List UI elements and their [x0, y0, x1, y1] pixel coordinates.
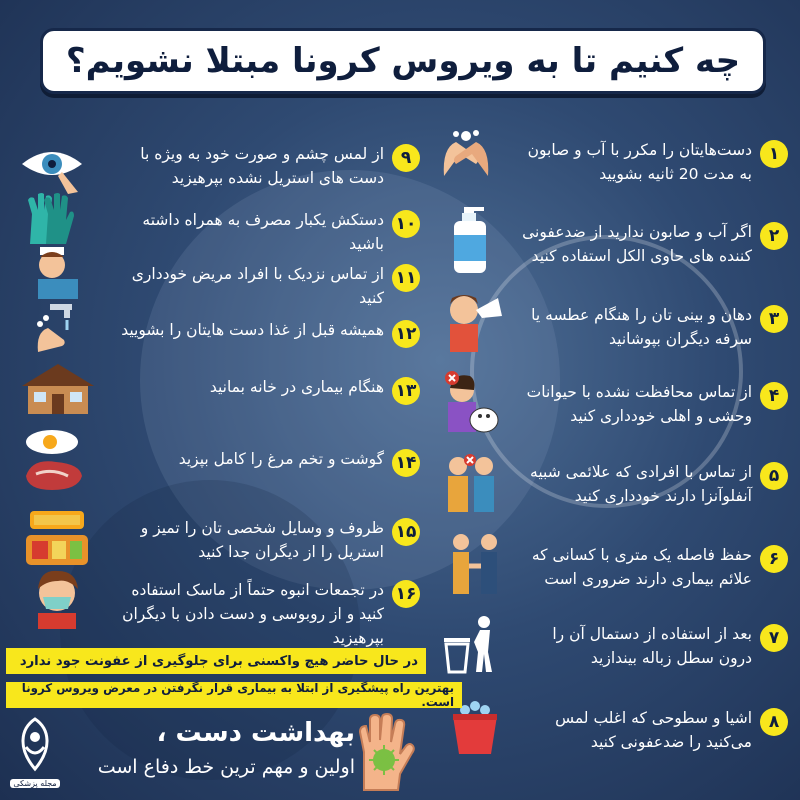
eye-touch-icon	[20, 140, 86, 196]
sanitizer-bottle-icon	[450, 205, 516, 261]
item-number: ۱۰	[392, 210, 420, 238]
item-text: حفظ فاصله یک متری با کسانی که علائم بیماری دارند ضروری است	[531, 546, 752, 588]
item-text: در تجمعات انبوه حتماً از ماسک استفاده کنید و از روبوسی و دست دادن با دیگران بپرهیزید	[122, 581, 384, 647]
right-column-item	[516, 138, 788, 186]
item-text: از تماس نزدیک با افراد مریض خودداری کنید	[131, 265, 384, 307]
left-column-item	[110, 142, 420, 190]
left-column-item	[110, 208, 420, 256]
gloves-icon	[24, 190, 90, 246]
item-text: دست‌هایتان را مکرر با آب و صابون به مدت 20 ثانیه بشویید	[527, 141, 752, 183]
left-column-item	[110, 578, 420, 650]
item-number: ۳	[760, 305, 788, 333]
cleaning-bucket-icon	[445, 700, 511, 756]
masked-child-icon	[28, 567, 94, 623]
item-number: ۸	[760, 708, 788, 736]
item-number: ۱۲	[392, 320, 420, 348]
egg-meat-icon	[22, 428, 88, 484]
lunchbox-icon	[24, 505, 90, 561]
item-number: ۱۵	[392, 518, 420, 546]
house-icon	[20, 360, 86, 416]
person-with-pet-icon	[440, 370, 506, 426]
left-column-item	[110, 447, 420, 477]
best-prevention-text: بهترین راه پیشگیری از ابتلا به بیماری قرار نگرفتن در معرض ویروس کرونا است.	[21, 681, 454, 709]
trash-bin-icon	[440, 612, 506, 668]
footer-heading: بهداشت دست ،	[156, 718, 355, 748]
item-number: ۲	[760, 222, 788, 250]
best-prevention-banner	[6, 682, 462, 708]
sick-people-icon	[440, 452, 506, 508]
item-text: از تماس محافظت نشده با حیوانات وحشی و اهلی خودداری کنید	[526, 383, 752, 425]
hand-virus-icon	[350, 712, 418, 792]
item-number: ۹	[392, 144, 420, 172]
washing-hands-tap-icon	[30, 302, 96, 358]
right-column-item	[516, 220, 788, 268]
no-vaccine-text: در حال حاضر هیچ واکسنی برای جلوگیری از عفونت جود ندارد	[19, 653, 418, 669]
item-text: دستکش یکبار مصرف به همراه داشته باشید	[142, 211, 384, 253]
handshake-distance-icon	[445, 530, 511, 586]
item-number: ۱۶	[392, 580, 420, 608]
no-vaccine-banner	[6, 648, 426, 674]
item-text: از لمس چشم و صورت خود به ویژه با دست های استریل نشده بپرهیزید	[140, 145, 384, 187]
item-number: ۴	[760, 382, 788, 410]
item-text: بعد از استفاده از دستمال آن را درون سطل زباله بیندازید	[552, 625, 752, 667]
item-text: ظروف و وسایل شخصی تان را تمیز و استریل را از دیگران جدا کنید	[140, 519, 384, 561]
right-column-item	[516, 622, 788, 670]
page-title: چه کنیم تا به ویروس کرونا مبتلا نشویم؟	[65, 41, 741, 81]
right-column-item	[516, 460, 788, 508]
item-number: ۵	[760, 462, 788, 490]
right-column-item	[516, 706, 788, 754]
left-column-item	[110, 318, 420, 348]
footer-subheading: اولین و مهم ترین خط دفاع است	[97, 756, 355, 778]
right-column-item	[516, 380, 788, 428]
sneezing-person-icon	[440, 290, 506, 346]
right-column-item	[516, 543, 788, 591]
title-box	[40, 28, 766, 94]
item-text: اگر آب و صابون ندارید از ضدعفونی کننده های حاوی الکل استفاده کنید	[522, 223, 752, 265]
item-text: همیشه قبل از غذا دست هایتان را بشویید	[121, 321, 384, 339]
item-text: از تماس با افرادی که علائمی شبیه آنفلوآنزا دارند خودداری کنید	[530, 463, 752, 505]
sick-person-icon	[30, 243, 96, 299]
handwashing-icon	[436, 128, 502, 184]
left-column-item	[110, 375, 420, 405]
item-number: ۱	[760, 140, 788, 168]
footer-logo	[10, 715, 60, 787]
item-number: ۱۱	[392, 264, 420, 292]
right-column-item	[516, 303, 788, 351]
item-number: ۶	[760, 545, 788, 573]
item-text: اشیا و سطوحی که اغلب لمس می‌کنید را ضدعفونی کنید	[555, 709, 752, 751]
left-column-item	[110, 516, 420, 564]
medical-magazine-logo-icon	[10, 715, 60, 775]
item-number: ۱۳	[392, 377, 420, 405]
item-text: گوشت و تخم مرغ را کامل بپزید	[178, 450, 384, 468]
left-column-item	[110, 262, 420, 310]
item-number: ۷	[760, 624, 788, 652]
item-number: ۱۴	[392, 449, 420, 477]
item-text: دهان و بینی تان را هنگام عطسه یا سرفه دیگران بپوشانید	[531, 306, 752, 348]
item-text: هنگام بیماری در خانه بمانید	[209, 378, 384, 396]
logo-text: مجله پزشکی	[10, 779, 60, 788]
